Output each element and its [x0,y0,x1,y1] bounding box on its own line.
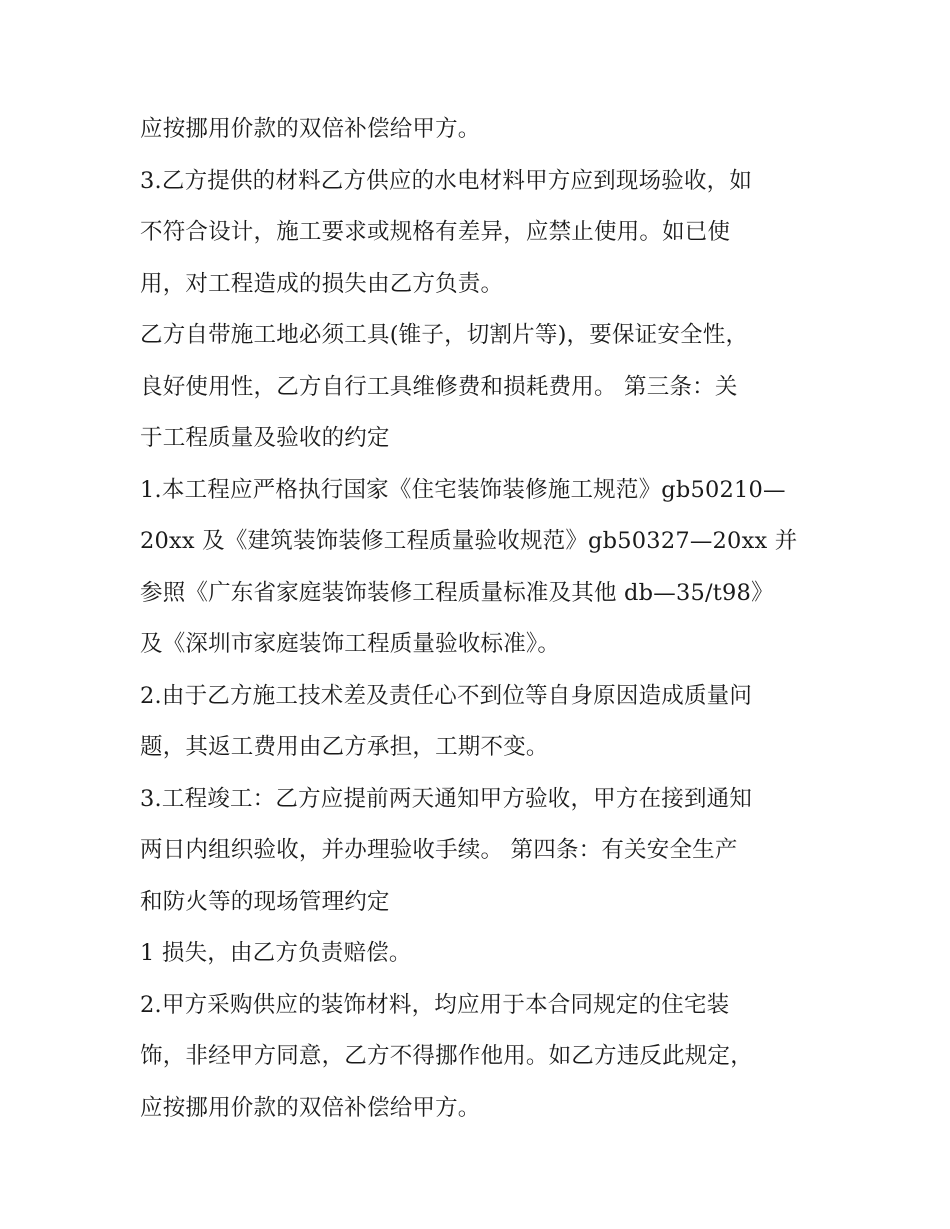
text-line: 参照《广东省家庭装饰装修工程质量标准及其他 db—35/t98》 [140,579,774,606]
text-line: 良好使用性，乙方自行工具维修费和损耗费用。 第三条：关 [140,373,738,400]
text-line: 2.由于乙方施工技术差及责任心不到位等自身原因造成质量问 [140,682,753,709]
text-line: 两日内组织验收，并办理验收手续。 第四条：有关安全生产 [140,837,738,863]
text-line: 于工程质量及验收的约定 [140,425,390,451]
text-line: 饰，非经甲方同意，乙方不得挪作他用。如乙方违反此规定， [140,1043,753,1069]
text-line: 1 损失，由乙方负责赔偿。 [140,940,412,966]
text-line: 不符合设计，施工要求或规格有差异，应禁止使用。如已使 [140,219,731,245]
text-line: 20xx 及《建筑装饰装修工程质量验收规范》gb50327—20xx 并 [140,528,798,554]
text-line: 用，对工程造成的损失由乙方负责。 [140,270,504,297]
text-line: 和防火等的现场管理约定 [140,888,390,915]
text-line: 应按挪用价款的双倍补偿给甲方。 [140,1094,481,1121]
text-line: 及《深圳市家庭装饰工程质量验收标准》。 [140,631,561,657]
text-line: 题，其返工费用由乙方承担，工期不变。 [140,734,549,760]
text-line: 应按挪用价款的双倍补偿给甲方。 [140,116,481,142]
text-line: 1.本工程应严格执行国家《住宅装饰装修施工规范》gb50210— [140,476,786,503]
text-line: 2.甲方采购供应的装饰材料，均应用于本合同规定的住宅装 [140,991,730,1018]
text-line: 乙方自带施工地必须工具(锥子，切割片等)，要保证安全性， [140,322,749,348]
text-line: 3.乙方提供的材料乙方供应的水电材料甲方应到现场验收，如 [140,167,753,194]
text-line: 3.工程竣工：乙方应提前两天通知甲方验收，甲方在接到通知 [140,785,753,812]
document-body [140,104,820,1134]
